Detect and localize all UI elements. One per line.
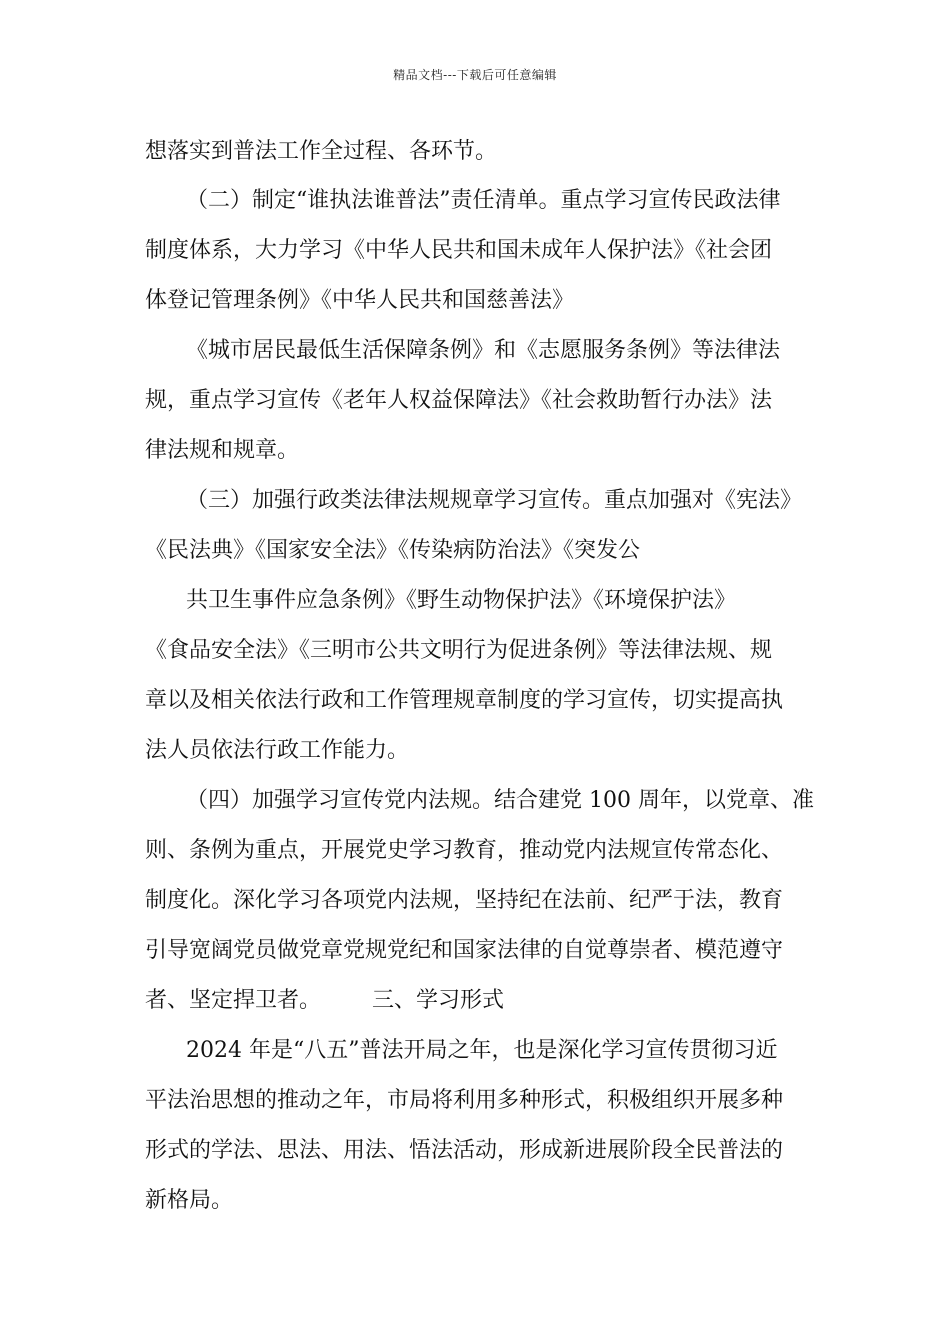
text-line: 者、坚定捍卫者。 — [145, 988, 322, 1013]
text-line: 引导宽阔党员做党章党规党纪和国家法律的自觉尊崇者、模范遵守 — [145, 938, 784, 963]
text-line: 新格局。 — [145, 1188, 234, 1213]
text-line: 体登记管理条例》《中华人民共和国慈善法》 — [145, 288, 575, 313]
text-line: 章以及相关依法行政和工作管理规章制度的学习宣传，切实提高执 — [145, 688, 784, 713]
text-line: 《城市居民最低生活保障条例》和《志愿服务条例》等法律法 — [186, 338, 781, 363]
text-line: 《食品安全法》《三明市公共文明行为促进条例》等法律法规、规 — [145, 638, 773, 663]
section-heading: 三、学习形式 — [372, 988, 505, 1013]
text-line: 想落实到普法工作全过程、各环节。 — [145, 139, 498, 164]
text-line: 平法治思想的推动之年，市局将利用多种形式，积极组织开展多种 — [145, 1088, 784, 1113]
page-header: 精品文档---下载后可任意编辑 — [393, 68, 557, 82]
text-line: 形式的学法、思法、用法、悟法活动，形成新进展阶段全民普法的 — [145, 1138, 784, 1163]
text-line: 法人员依法行政工作能力。 — [145, 738, 410, 763]
text-line: 则、条例为重点，开展党史学习教育，推动党内法规宣传常态化、 — [145, 838, 784, 863]
text-line: 制度体系，大力学习《中华人民共和国未成年人保护法》《社会团 — [145, 238, 773, 263]
text-line: 2024 年是“八五”普法开局之年，也是深化学习宣传贯彻习近 — [186, 1038, 778, 1063]
text-line: （三）加强行政类法律法规规章学习宣传。重点加强对《宪法》 — [186, 488, 803, 513]
text-line: 制度化。深化学习各项党内法规，坚持纪在法前、纪严于法，教育 — [145, 888, 784, 913]
text-line: 《民法典》《国家安全法》《传染病防治法》《突发公 — [145, 538, 641, 563]
text-line: 律法规和规章。 — [145, 438, 300, 463]
text-line: （二）制定“谁执法谁普法”责任清单。重点学习宣传民政法律 — [186, 188, 781, 213]
text-line: （四）加强学习宣传党内法规。结合建党 100 周年，以党章、准 — [186, 788, 814, 813]
text-line: 规，重点学习宣传《老年人权益保障法》《社会救助暂行办法》法 — [145, 388, 773, 413]
text-line: 共卫生事件应急条例》《野生动物保护法》《环境保护法》 — [186, 588, 737, 613]
